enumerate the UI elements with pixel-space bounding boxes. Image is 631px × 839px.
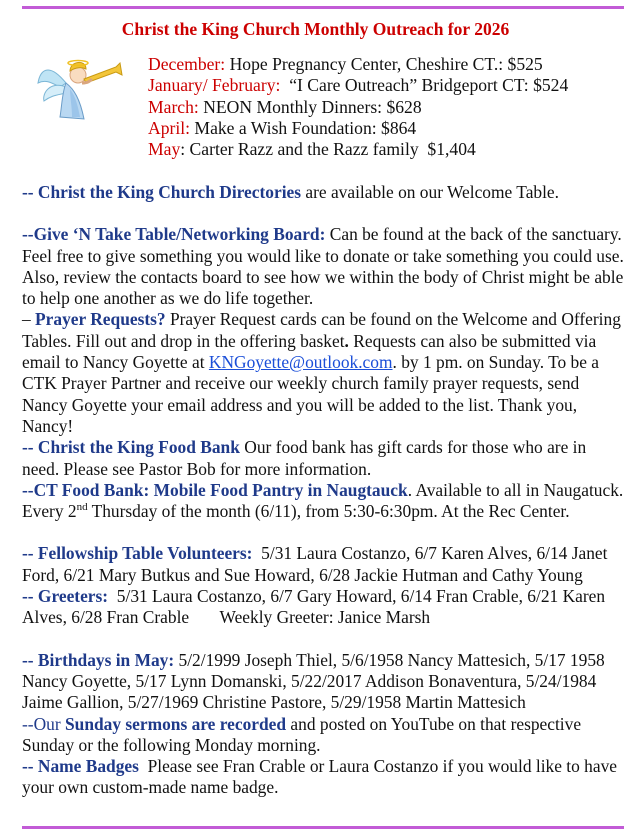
prayer-text: Prayer Request cards can be found on the Welcome and Offering Tables. Fill out and drop in the offering basket	[22, 309, 621, 351]
ct-food-bank-paragraph	[22, 480, 626, 523]
outreach-item	[148, 139, 568, 160]
greeters-paragraph	[22, 586, 626, 629]
prayer-text: Requests can also be submitted via email to Nancy Goyette at	[22, 330, 597, 373]
food-bank-text: Our food bank has gift cards for those who are in need. Please see Pastor Bob for more information.	[22, 437, 587, 479]
sermons-heading: Sunday sermons are recorded	[64, 713, 287, 734]
outreach-text: Make a Wish Foundation: $864	[190, 117, 417, 138]
outreach-month: April:	[148, 117, 191, 138]
prayer-period: .	[344, 330, 349, 351]
page-title: Christ the King Church Monthly Outreach for 2026	[121, 19, 510, 39]
outreach-text: Hope Pregnancy Center, Cheshire CT.: $525	[225, 54, 543, 74]
food-bank-heading: -- Christ the King Food Bank	[22, 437, 240, 458]
ct-food-bank-text: Thursday of the month (6/11), from 5:30-6:30pm. At the Rec Center.	[87, 501, 570, 522]
prayer-heading: Prayer Requests?	[35, 309, 166, 330]
outreach-item	[148, 54, 568, 75]
outreach-month: March:	[148, 96, 199, 117]
directories-text: are available on our Welcome Table.	[301, 182, 560, 202]
outreach-text: : Carter Razz and the Razz family $1,404	[180, 139, 476, 160]
ct-food-bank-heading: --CT Food Bank: Mobile Food Pantry in Naugtauck	[22, 479, 408, 500]
bottom-divider	[22, 826, 624, 829]
angel-trumpet-icon	[36, 53, 128, 125]
badges-text: Please see Fran Crable or Laura Costanzo if you would like to have your own custom-made name badge.	[22, 756, 617, 798]
give-take-text: Can be found at the back of the sanctuary. Feel free to give something you would like to donate or take something you could use. Also, review the contacts board to see how we within the body of Christ might be able to help one another as we do life together.	[22, 224, 624, 309]
greeters-text: 5/31 Laura Costanzo, 6/7 Gary Howard, 6/14 Fran Crable, 6/21 Karen Alves, 6/28 Fran Crable Weekly Greeter: Janice Marsh	[22, 586, 606, 628]
prayer-paragraph	[22, 309, 626, 437]
food-bank-paragraph	[22, 437, 626, 480]
sermons-prefix: --Our	[22, 713, 65, 734]
outreach-month: January/ February:	[148, 75, 281, 96]
top-divider	[22, 6, 624, 9]
directories-heading: -- Christ the King Church Directories	[22, 182, 302, 202]
badges-heading: -- Name Badges	[22, 756, 139, 777]
fellowship-paragraph	[22, 543, 626, 586]
sermons-text: and posted on YouTube on that respective Sunday or the following Monday morning.	[22, 713, 582, 755]
birthdays-text: 5/2/1999 Joseph Thiel, 5/6/1958 Nancy Mattesich, 5/17 1958 Nancy Goyette, 5/17 Lynn Domanski, 5/22/2017 Addison Bonaventura, 5/24/1984 Jaime Gallion, 5/27/1969 Christine Pastore, 5/29/1958 Martin Mattesich	[22, 649, 605, 713]
sermons-paragraph	[22, 714, 626, 757]
outreach-item	[148, 75, 568, 96]
spacer	[22, 629, 626, 650]
outreach-month: May	[148, 139, 181, 160]
fellowship-text: 5/31 Laura Costanzo, 6/7 Karen Alves, 6/14 Janet Ford, 6/21 Mary Butkus and Sue Howard, 6/28 Jackie Hutman and Cathy Young	[22, 543, 608, 585]
outreach-item	[148, 118, 568, 139]
spacer	[22, 203, 626, 224]
birthdays-heading: -- Birthdays in May:	[22, 649, 175, 670]
give-take-paragraph	[22, 224, 626, 309]
badges-paragraph	[22, 756, 626, 799]
directories-paragraph	[22, 182, 626, 203]
outreach-text: “I Care Outreach” Bridgeport CT: $524	[280, 75, 569, 96]
give-take-heading: --Give ‘N Take Table/Networking Board:	[22, 224, 326, 245]
prayer-email-link[interactable]: KNGoyette@outlook.com	[208, 352, 393, 373]
prayer-dash: –	[22, 309, 36, 330]
outreach-list	[148, 54, 568, 160]
outreach-month: December:	[148, 54, 226, 74]
greeters-heading: -- Greeters:	[22, 586, 109, 607]
outreach-text: NEON Monthly Dinners: $628	[198, 96, 422, 117]
ordinal-suffix: nd	[76, 501, 88, 514]
fellowship-heading: -- Fellowship Table Volunteers:	[22, 543, 253, 564]
prayer-text: . by 1 pm. on Sunday. To be a CTK Prayer Partner and receive our weekly church family prayer requests, send Nancy Goyette your email address and you will be added to the list. Thank you, Nancy!	[22, 352, 600, 436]
spacer	[22, 522, 626, 543]
ct-food-bank-text: . Available to all in Naugatuck. Every 2	[22, 479, 624, 522]
birthdays-paragraph	[22, 650, 626, 714]
outreach-item	[148, 97, 568, 118]
announcements	[22, 182, 626, 799]
